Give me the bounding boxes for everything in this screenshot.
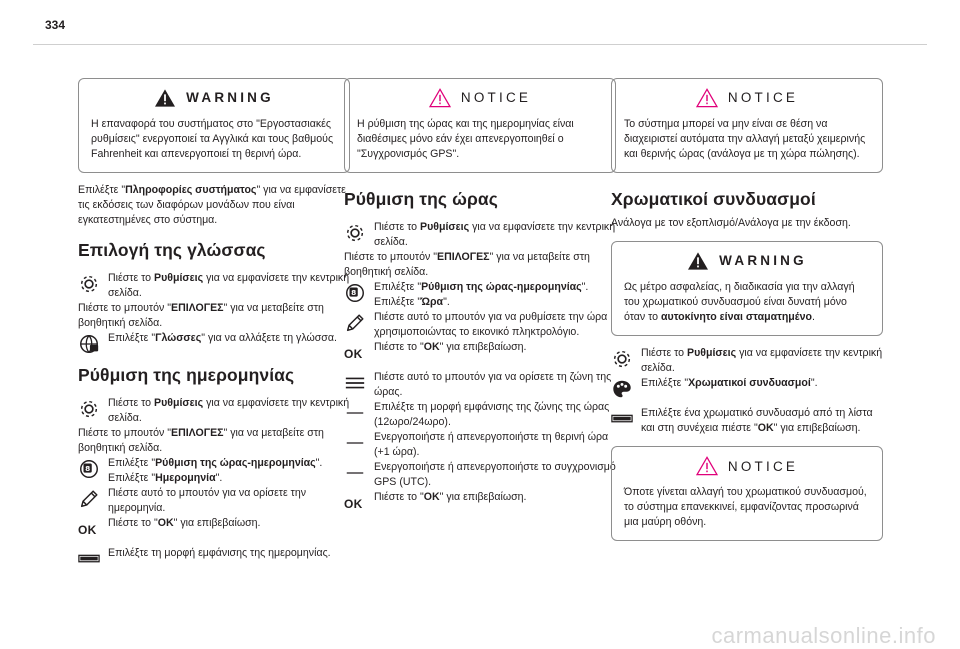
warning-text: Ως μέτρο ασφαλείας, η διαδικασία για την αλλαγή του χρωματικού συνδυασμού είναι δυνατή μόνο όταν το αυτοκίνητο είναι σταματημένο. [624, 280, 855, 324]
step: Πιέστε το Ρυθμίσεις για να εμφανίσετε την κεντρική σελίδα. [78, 271, 350, 301]
step: Πιέστε το μπουτόν "ΕΠΙΛΟΓΕΣ" για να μεταβείτε στη βοηθητική σελίδα. [344, 251, 590, 279]
column-3 [611, 78, 883, 541]
step: Πιέστε το μπουτόν "ΕΠΙΛΟΓΕΣ" για να μεταβείτε στη βοηθητική σελίδα. [78, 302, 324, 330]
step: Επιλέξτε "Ρύθμιση της ώρας-ημερομηνίας". Επιλέξτε "Ώρα". [344, 280, 616, 310]
time-heading: Ρύθμιση της ώρας [344, 189, 498, 210]
notice-box [344, 78, 616, 173]
settings-gear-icon [78, 398, 100, 420]
step: OK Πιέστε το "OK" για επιβεβαίωση. [78, 516, 350, 538]
clock-icon [78, 458, 100, 480]
column-2 [344, 78, 616, 512]
step: Ενεργοποιήστε ή απενεργοποιήστε τη θερινή ώρα (+1 ώρα). [344, 430, 616, 460]
warning-title: WARNING [719, 253, 807, 269]
warning-box [611, 241, 883, 336]
option-line-icon [344, 432, 366, 454]
notice-text: Όποτε γίνεται αλλαγή του χρωματικού συνδυασμού, το σύστημα επανεκκινεί, εμφανίζοντας προσωρινά μια μαύρη οθόνη. [624, 486, 867, 529]
warning-title: WARNING [186, 90, 274, 106]
step: Επιλέξτε τη μορφή εμφάνισης της ημερομηνίας. [78, 546, 350, 568]
top-divider [33, 44, 927, 45]
list-icon [344, 372, 366, 394]
notice-triangle-icon [696, 456, 718, 476]
notice-triangle-icon [429, 88, 451, 108]
intro-text: Επιλέξτε "Πληροφορίες συστήματος" για να εμφανίσετε τις εκδόσεις των διαφόρων μονάδων που είναι εγκατεστημένες στο σύστημα. [78, 184, 346, 227]
settings-gear-icon [611, 348, 633, 370]
languages-icon [78, 333, 100, 355]
clock-icon [344, 282, 366, 304]
option-line-icon [344, 462, 366, 484]
pencil-icon [344, 312, 366, 334]
step: Ενεργοποιήστε ή απενεργοποιήστε το συγχρονισμό GPS (UTC). [344, 460, 616, 490]
warning-triangle-icon [154, 88, 176, 108]
language-heading: Επιλογή της γλώσσας [78, 240, 266, 261]
colors-intro: Ανάλογα με τον εξοπλισμό/Ανάλογα με την έκδοση. [611, 216, 851, 229]
palette-icon [611, 378, 633, 400]
date-heading: Ρύθμιση της ημερομηνίας [78, 365, 295, 386]
step: Επιλέξτε τη μορφή εμφάνισης της ζώνης της ώρας (12ωρο/24ωρο). [344, 400, 616, 430]
step: Πιέστε αυτό το μπουτόν για να ορίσετε τη ζώνη της ώρας. [344, 370, 616, 400]
step: Επιλέξτε "Χρωματικοί συνδυασμοί". [611, 376, 883, 398]
option-line-icon [344, 402, 366, 424]
step: Πιέστε το μπουτόν "ΕΠΙΛΟΓΕΣ" για να μεταβείτε στη βοηθητική σελίδα. [78, 427, 324, 455]
pencil-icon [78, 488, 100, 510]
warning-triangle-icon [687, 251, 709, 271]
step: OK Πιέστε το "OK" για επιβεβαίωση. [344, 490, 616, 512]
step: OK Πιέστε το "OK" για επιβεβαίωση. [344, 340, 616, 362]
ok-icon: OK [344, 347, 363, 362]
notice-text: Η ρύθμιση της ώρας και της ημερομηνίας είναι διαθέσιμες μόνο εάν έχει απενεργοποιηθεί ο "Συγχρονισμός GPS". [357, 118, 574, 161]
notice-box [611, 78, 883, 173]
notice-title: NOTICE [727, 458, 799, 474]
step: Πιέστε αυτό το μπουτόν για να ρυθμίσετε την ώρα χρησιμοποιώντας το εικονικό πληκτρολόγιο. [344, 310, 616, 340]
step: Πιέστε το Ρυθμίσεις για να εμφανίσετε την κεντρική σελίδα. [344, 220, 616, 250]
warning-box [78, 78, 350, 173]
step: Επιλέξτε "Ρύθμιση της ώρας-ημερομηνίας". Επιλέξτε "Ημερομηνία". [78, 456, 350, 486]
step: Πιέστε το Ρυθμίσεις για να εμφανίσετε την κεντρική σελίδα. [611, 346, 883, 376]
column-1 [78, 78, 350, 568]
step: Επιλέξτε "Γλώσσες" για να αλλάξετε τη γλώσσα. [78, 331, 350, 353]
ok-icon: OK [78, 523, 97, 538]
notice-title: NOTICE [727, 90, 799, 106]
notice-text: Το σύστημα μπορεί να μην είναι σε θέση να διαχειριστεί αυτόματα την αλλαγή μεταξύ χειμερινής και θερινής ώρας (ανάλογα με τη χώρα πώλησης). [624, 118, 866, 161]
toggle-icon [78, 548, 100, 570]
step: Πιέστε αυτό το μπουτόν για να ορίσετε την ημερομηνία. [78, 486, 350, 516]
settings-gear-icon [344, 222, 366, 244]
notice-triangle-icon [696, 88, 718, 108]
step: Επιλέξτε ένα χρωματικό συνδυασμό από τη λίστα και στη συνέχεια πιέστε "OK" για επιβεβαίωση. [611, 406, 883, 436]
notice-box [611, 446, 883, 541]
step: Πιέστε το Ρυθμίσεις για να εμφανίσετε την κεντρική σελίδα. [78, 396, 350, 426]
settings-gear-icon [78, 273, 100, 295]
toggle-icon [611, 408, 633, 430]
watermark: carmanualsonline.info [711, 623, 936, 648]
colors-heading: Χρωματικοί συνδυασμοί [611, 189, 816, 210]
ok-icon: OK [344, 497, 363, 512]
page-number: 334 [45, 18, 66, 32]
warning-text: Η επαναφορά του συστήματος στο "Εργοστασιακές ρυθμίσεις" ενεργοποιεί τα Αγγλικά και τους βαθμούς Fahrenheit και απενεργοποιεί τη θερινή ώρα. [91, 118, 334, 161]
notice-title: NOTICE [460, 90, 532, 106]
